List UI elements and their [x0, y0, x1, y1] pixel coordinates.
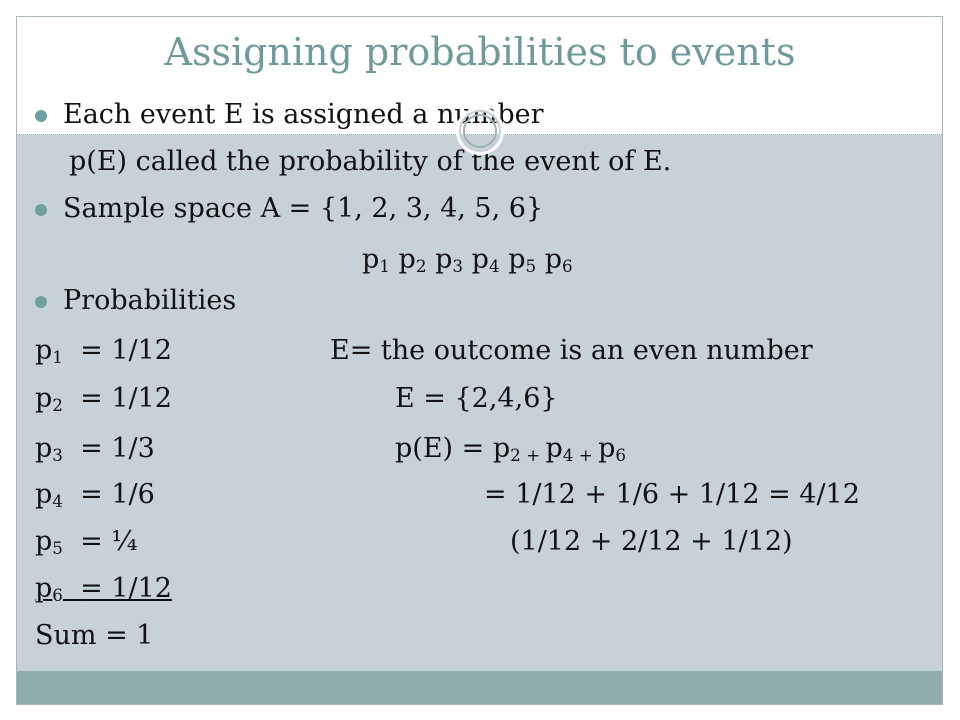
probability-row: $p_2 = 1/12$ [35, 383, 172, 416]
sample-label: $p_1$ [362, 244, 390, 277]
event-calculation: = 1/12 + 1/6 + 1/12 = 4/12 [484, 479, 860, 510]
probability-row: $p_1 = 1/12$ [35, 335, 172, 368]
bullet-text-1: Each event E is assigned a number [63, 99, 544, 130]
sample-label: $p_6$ [544, 244, 573, 277]
event-definition: E= the outcome is an even number [330, 335, 813, 366]
sample-label: $p_4$ [471, 244, 500, 277]
sample-label: $p_2$ [398, 244, 427, 277]
slide-footer-bar [17, 671, 942, 704]
bullet-icon [35, 110, 47, 122]
probability-row: $p_6 = 1/12$ [35, 573, 172, 606]
bullet-text-1-continued: p(E) called the probability of the event of E. [69, 146, 672, 177]
bullet-text-3: Probabilities [63, 285, 237, 316]
sample-label: $p_3$ [435, 244, 464, 277]
probability-row: $p_3 = 1/3$ [35, 433, 155, 466]
bullet-text-2: Sample space A = {1, 2, 3, 4, 5, 6} [63, 193, 544, 224]
slide-title: Assigning probabilities to events [164, 30, 796, 74]
event-set: E = {2,4,6} [395, 383, 558, 414]
sample-label: $p_5$ [508, 244, 537, 277]
sample-space-probability-labels [362, 244, 573, 277]
decorative-ring-icon [456, 107, 504, 155]
bullet-icon [35, 296, 47, 308]
probability-sum: Sum = 1 [35, 620, 154, 651]
event-probability-formula: $p(E) = p_2$ $_+$ $p_4$ $_+$ $p_6$ [395, 433, 627, 466]
probability-row: $p_5$ = ¼ [35, 526, 138, 559]
bullet-icon [35, 204, 47, 216]
probability-row: $p_4 = 1/6$ [35, 479, 155, 512]
event-calculation-detail: (1/12 + 2/12 + 1/12) [510, 526, 793, 557]
